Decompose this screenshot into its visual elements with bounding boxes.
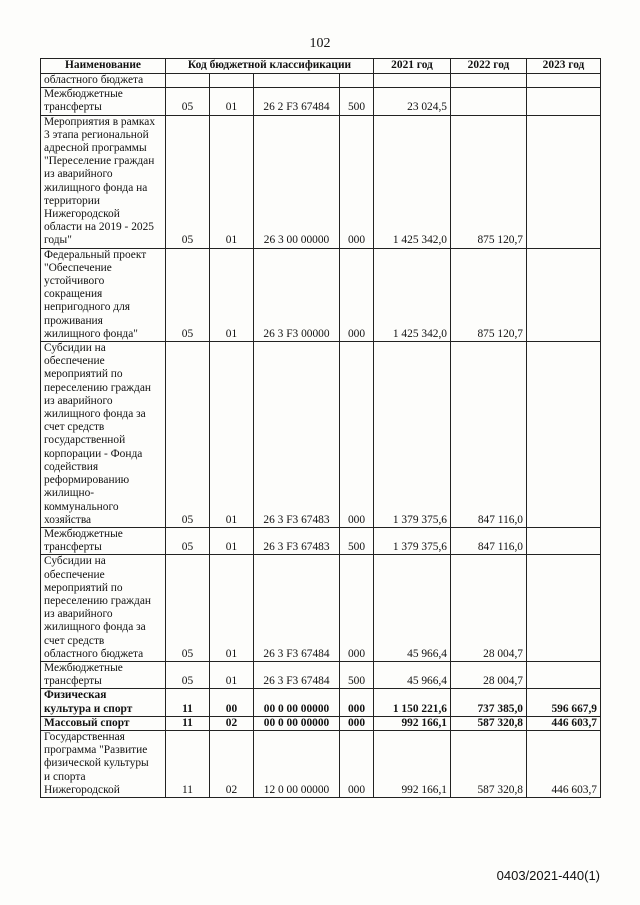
row-value-2023 — [527, 115, 601, 248]
row-value-2023 — [527, 527, 601, 554]
table-row — [41, 689, 601, 716]
row-name: Физическая культура и спорт — [41, 689, 166, 716]
row-value-2022: 587 320,8 — [451, 716, 527, 730]
row-expense-type: 000 — [340, 115, 374, 248]
table-row — [41, 527, 601, 554]
table-row — [41, 115, 601, 248]
row-value-2023 — [527, 88, 601, 115]
row-value-2022: 587 320,8 — [451, 730, 527, 797]
row-target-article: 12 0 00 00000 — [254, 730, 340, 797]
row-subsection-code: 01 — [210, 661, 254, 688]
row-name: Массовый спорт — [41, 716, 166, 730]
row-section-code: 05 — [166, 115, 210, 248]
row-value-2023 — [527, 342, 601, 528]
row-value-2022 — [451, 74, 527, 88]
row-name: Межбюджетные трансферты — [41, 661, 166, 688]
table-header-row — [41, 59, 601, 74]
header-name: Наименование — [41, 59, 166, 74]
row-expense-type: 000 — [340, 555, 374, 662]
row-value-2021: 1 425 342,0 — [374, 115, 451, 248]
document-code: 0403/2021-440(1) — [496, 868, 600, 883]
table-row — [41, 716, 601, 730]
row-name: Межбюджетные трансферты — [41, 88, 166, 115]
row-target-article: 26 3 F3 67484 — [254, 661, 340, 688]
row-subsection-code: 01 — [210, 115, 254, 248]
table-row — [41, 555, 601, 662]
header-2023: 2023 год — [527, 59, 601, 74]
table-row — [41, 661, 601, 688]
row-name: Межбюджетные трансферты — [41, 527, 166, 554]
row-value-2021: 1 425 342,0 — [374, 248, 451, 341]
row-section-code: 11 — [166, 716, 210, 730]
row-value-2023: 596 667,9 — [527, 689, 601, 716]
row-value-2021: 45 966,4 — [374, 661, 451, 688]
row-subsection-code: 01 — [210, 527, 254, 554]
row-section-code: 11 — [166, 689, 210, 716]
row-section-code: 05 — [166, 661, 210, 688]
row-value-2022 — [451, 88, 527, 115]
row-expense-type: 500 — [340, 527, 374, 554]
row-name: Государственная программа "Развитие физической культуры и спорта Нижегородской — [41, 730, 166, 797]
row-subsection-code: 01 — [210, 88, 254, 115]
row-expense-type: 000 — [340, 689, 374, 716]
row-name: Мероприятия в рамках 3 этапа региональной адресной программы "Переселение граждан из аварийного жилищного фонда на территории Нижегородской области на 2019 - 2025 годы" — [41, 115, 166, 248]
row-subsection-code: 02 — [210, 730, 254, 797]
row-target-article: 26 3 F3 67483 — [254, 342, 340, 528]
row-value-2021: 45 966,4 — [374, 555, 451, 662]
row-target-article: 00 0 00 00000 — [254, 716, 340, 730]
row-subsection-code — [210, 74, 254, 88]
row-expense-type: 500 — [340, 88, 374, 115]
header-2021: 2021 год — [374, 59, 451, 74]
row-value-2022: 737 385,0 — [451, 689, 527, 716]
row-expense-type — [340, 74, 374, 88]
row-value-2021: 992 166,1 — [374, 730, 451, 797]
row-value-2023 — [527, 555, 601, 662]
row-expense-type: 000 — [340, 716, 374, 730]
row-subsection-code: 00 — [210, 689, 254, 716]
row-section-code: 05 — [166, 342, 210, 528]
row-value-2022: 875 120,7 — [451, 115, 527, 248]
row-target-article: 26 3 F3 67483 — [254, 527, 340, 554]
row-expense-type: 000 — [340, 342, 374, 528]
table-row — [41, 730, 601, 797]
row-target-article: 00 0 00 00000 — [254, 689, 340, 716]
row-section-code — [166, 74, 210, 88]
row-value-2023: 446 603,7 — [527, 730, 601, 797]
row-value-2021: 992 166,1 — [374, 716, 451, 730]
row-section-code: 05 — [166, 555, 210, 662]
row-target-article: 26 3 F3 00000 — [254, 248, 340, 341]
row-value-2021: 1 150 221,6 — [374, 689, 451, 716]
row-value-2023 — [527, 74, 601, 88]
row-subsection-code: 01 — [210, 342, 254, 528]
row-name: Федеральный проект "Обеспечение устойчивого сокращения непригодного для проживания жилищного фонда" — [41, 248, 166, 341]
row-subsection-code: 01 — [210, 248, 254, 341]
row-value-2021 — [374, 74, 451, 88]
row-name: Субсидии на обеспечение мероприятий по переселению граждан из аварийного жилищного фонда за счет средств областного бюджета — [41, 555, 166, 662]
row-value-2023 — [527, 248, 601, 341]
row-name: Субсидии на обеспечение мероприятий по переселению граждан из аварийного жилищного фонда за счет средств государственной корпорации - Фонда содействия реформированию жилищно- коммунального хозяйства — [41, 342, 166, 528]
table-row — [41, 74, 601, 88]
budget-table — [40, 58, 601, 798]
row-subsection-code: 02 — [210, 716, 254, 730]
row-target-article — [254, 74, 340, 88]
row-expense-type: 000 — [340, 248, 374, 341]
row-value-2023 — [527, 661, 601, 688]
table-row — [41, 248, 601, 341]
page-number: 102 — [309, 36, 331, 51]
row-section-code: 05 — [166, 248, 210, 341]
row-target-article: 26 3 00 00000 — [254, 115, 340, 248]
row-name: областного бюджета — [41, 74, 166, 88]
header-code: Код бюджетной классификации — [166, 59, 374, 74]
row-value-2021: 23 024,5 — [374, 88, 451, 115]
row-subsection-code: 01 — [210, 555, 254, 662]
row-value-2022: 875 120,7 — [451, 248, 527, 341]
row-value-2021: 1 379 375,6 — [374, 527, 451, 554]
row-value-2022: 847 116,0 — [451, 527, 527, 554]
row-section-code: 05 — [166, 88, 210, 115]
table-row — [41, 88, 601, 115]
row-section-code: 11 — [166, 730, 210, 797]
row-expense-type: 500 — [340, 661, 374, 688]
header-2022: 2022 год — [451, 59, 527, 74]
row-target-article: 26 2 F3 67484 — [254, 88, 340, 115]
row-value-2021: 1 379 375,6 — [374, 342, 451, 528]
table-row — [41, 342, 601, 528]
row-section-code: 05 — [166, 527, 210, 554]
row-value-2022: 28 004,7 — [451, 555, 527, 662]
row-expense-type: 000 — [340, 730, 374, 797]
row-value-2023: 446 603,7 — [527, 716, 601, 730]
row-value-2022: 28 004,7 — [451, 661, 527, 688]
row-target-article: 26 3 F3 67484 — [254, 555, 340, 662]
row-value-2022: 847 116,0 — [451, 342, 527, 528]
